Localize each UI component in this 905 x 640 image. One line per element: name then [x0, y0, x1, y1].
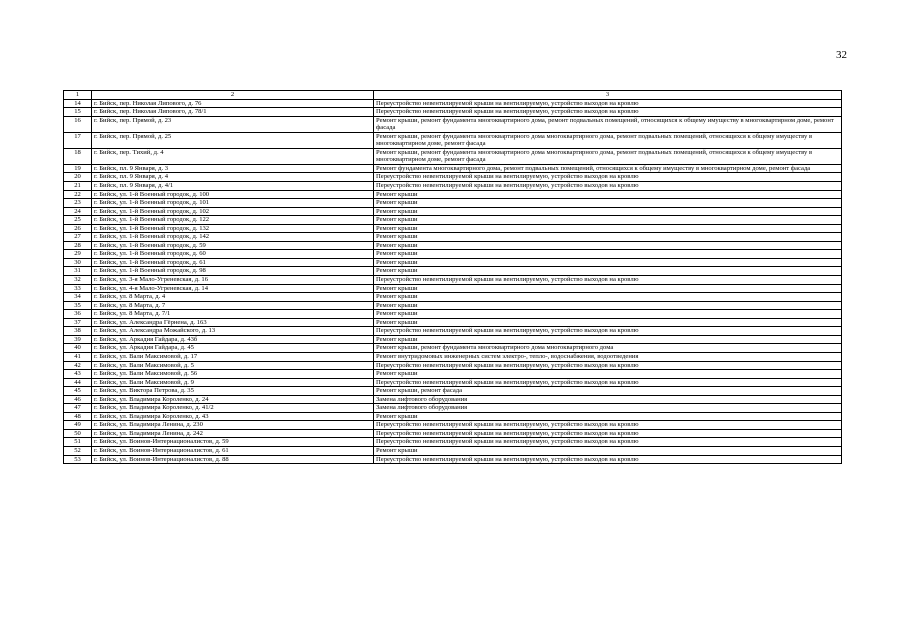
row-address: г. Бийск, ул. Виктора Петрова, д. 35: [92, 387, 374, 396]
row-work: Переустройство невентилируемой крыши на вентилируемую, устройство выходов на кровлю: [374, 421, 842, 430]
table-row: [64, 224, 842, 233]
row-number: 40: [64, 344, 92, 353]
table-row: [64, 241, 842, 250]
table-row: [64, 99, 842, 108]
row-address: г. Бийск, ул. 8 Марта, д. 7: [92, 301, 374, 310]
row-address: г. Бийск, ул. Аркадия Гайдара, д. 43б: [92, 335, 374, 344]
table-row: [64, 190, 842, 199]
row-work: Переустройство невентилируемой крыши на вентилируемую, устройство выходов на кровлю: [374, 361, 842, 370]
row-address: г. Бийск, пер. Прямой, д. 23: [92, 116, 374, 132]
row-address: г. Бийск, пл. 9 Января, д. 3: [92, 164, 374, 173]
row-number: 43: [64, 370, 92, 379]
row-work: Ремонт крыши, ремонт фундамента многоквартирного дома, ремонт подвальных помещений, относящихся к общему имуществу в многоквартирном доме, ремонт фасада: [374, 116, 842, 132]
row-number: 14: [64, 99, 92, 108]
row-work: Ремонт крыши: [374, 241, 842, 250]
row-address: г. Бийск, ул. 1-й Военный городок, д. 132: [92, 224, 374, 233]
repair-table: [63, 90, 842, 464]
row-work: Ремонт крыши: [374, 284, 842, 293]
table-row: [64, 116, 842, 132]
row-work: Переустройство невентилируемой крыши на вентилируемую, устройство выходов на кровлю: [374, 99, 842, 108]
row-work: Ремонт крыши: [374, 216, 842, 225]
row-number: 21: [64, 182, 92, 191]
row-address: г. Бийск, ул. 1-й Военный городок, д. 100: [92, 190, 374, 199]
table-row: [64, 446, 842, 455]
row-address: г. Бийск, ул. 4-я Мало-Угреневская, д. 14: [92, 284, 374, 293]
row-work: Ремонт крыши: [374, 412, 842, 421]
table-row: [64, 284, 842, 293]
table-row: [64, 404, 842, 413]
row-work: Переустройство невентилируемой крыши на вентилируемую, устройство выходов на кровлю: [374, 438, 842, 447]
row-address: г. Бийск, пер. Прямой, д. 25: [92, 132, 374, 148]
row-work: Ремонт крыши: [374, 207, 842, 216]
row-number: 16: [64, 116, 92, 132]
row-address: г. Бийск, ул. 1-й Военный городок, д. 60: [92, 250, 374, 259]
table-row: [64, 199, 842, 208]
table-row: [64, 335, 842, 344]
row-number: 28: [64, 241, 92, 250]
row-work: Ремонт крыши: [374, 224, 842, 233]
row-number: 51: [64, 438, 92, 447]
row-address: г. Бийск, пер. Николая Липового, д. 76: [92, 99, 374, 108]
row-work: Переустройство невентилируемой крыши на вентилируемую, устройство выходов на кровлю: [374, 429, 842, 438]
row-address: г. Бийск, ул. 1-й Военный городок, д. 61: [92, 258, 374, 267]
table-row: [64, 276, 842, 285]
table-row: [64, 429, 842, 438]
row-work: Ремонт крыши, ремонт фундамента многоквартирного дома многоквартирного дома, ремонт подвальных помещений, относящихся к общему имуществу в многоквартирном доме, ремонт фасада: [374, 148, 842, 164]
row-number: 27: [64, 233, 92, 242]
row-address: г. Бийск, ул. 1-й Военный городок, д. 59: [92, 241, 374, 250]
table-row: [64, 233, 842, 242]
table-row: [64, 387, 842, 396]
table-row: [64, 258, 842, 267]
table-row: [64, 344, 842, 353]
table-row: [64, 132, 842, 148]
table-row: [64, 318, 842, 327]
table-row: [64, 267, 842, 276]
row-number: 37: [64, 318, 92, 327]
row-work: Ремонт крыши: [374, 267, 842, 276]
table-row: [64, 216, 842, 225]
row-address: г. Бийск, ул. Вали Максимовой, д. 9: [92, 378, 374, 387]
row-work: Ремонт крыши: [374, 190, 842, 199]
row-number: 46: [64, 395, 92, 404]
row-address: г. Бийск, ул. 8 Марта, д. 4: [92, 293, 374, 302]
row-work: Переустройство невентилируемой крыши на вентилируемую, устройство выходов на кровлю: [374, 455, 842, 464]
row-number: 30: [64, 258, 92, 267]
row-address: г. Бийск, ул. Владимира Короленко, д. 43: [92, 412, 374, 421]
row-number: 45: [64, 387, 92, 396]
row-address: г. Бийск, ул. Воинов-Интернационалистов, д. 88: [92, 455, 374, 464]
row-number: 20: [64, 173, 92, 182]
row-work: Переустройство невентилируемой крыши на вентилируемую, устройство выходов на кровлю: [374, 327, 842, 336]
row-number: 42: [64, 361, 92, 370]
table-row: [64, 250, 842, 259]
row-address: г. Бийск, ул. 1-й Военный городок, д. 102: [92, 207, 374, 216]
row-address: г. Бийск, ул. Аркадия Гайдара, д. 45: [92, 344, 374, 353]
row-work: Ремонт крыши: [374, 301, 842, 310]
table-row: [64, 293, 842, 302]
row-address: г. Бийск, ул. Воинов-Интернационалистов, д. 61: [92, 446, 374, 455]
row-work: Ремонт внутридомовых инженерных систем электро-, тепло-, водоснабжения, водоотведения: [374, 352, 842, 361]
header-cell-address: 2: [92, 91, 374, 100]
row-number: 31: [64, 267, 92, 276]
row-address: г. Бийск, ул. Вали Максимовой, д. 5: [92, 361, 374, 370]
row-work: Переустройство невентилируемой крыши на вентилируемую, устройство выходов на кровлю: [374, 182, 842, 191]
row-work: Переустройство невентилируемой крыши на вентилируемую, устройство выходов на кровлю: [374, 378, 842, 387]
row-number: 15: [64, 108, 92, 117]
row-address: г. Бийск, ул. Владимира Короленко, д. 41/2: [92, 404, 374, 413]
row-address: г. Бийск, пл. 9 Января, д. 4: [92, 173, 374, 182]
row-address: г. Бийск, ул. Владимира Короленко, д. 24: [92, 395, 374, 404]
row-address: г. Бийск, ул. 8 Марта, д. 7/1: [92, 310, 374, 319]
table-row: [64, 395, 842, 404]
row-address: г. Бийск, ул. 1-й Военный городок, д. 98: [92, 267, 374, 276]
row-work: Замена лифтового оборудования: [374, 404, 842, 413]
row-number: 26: [64, 224, 92, 233]
row-number: 52: [64, 446, 92, 455]
row-work: Переустройство невентилируемой крыши на вентилируемую, устройство выходов на кровлю: [374, 173, 842, 182]
row-work: Переустройство невентилируемой крыши на вентилируемую, устройство выходов на кровлю: [374, 108, 842, 117]
table-row: [64, 370, 842, 379]
row-number: 36: [64, 310, 92, 319]
row-address: г. Бийск, ул. Александра Можайского, д. 13: [92, 327, 374, 336]
row-work: Ремонт крыши: [374, 199, 842, 208]
row-address: г. Бийск, пер. Николая Липового, д. 78/1: [92, 108, 374, 117]
table-row: [64, 412, 842, 421]
table-row: [64, 182, 842, 191]
row-work: Ремонт крыши: [374, 293, 842, 302]
row-number: 41: [64, 352, 92, 361]
row-work: Ремонт крыши: [374, 318, 842, 327]
row-address: г. Бийск, ул. 1-й Военный городок, д. 122: [92, 216, 374, 225]
table-row: [64, 361, 842, 370]
table-row: [64, 421, 842, 430]
row-number: 32: [64, 276, 92, 285]
row-number: 34: [64, 293, 92, 302]
row-number: 44: [64, 378, 92, 387]
row-work: Ремонт фундамента многоквартирного дома, ремонт подвальных помещений, относящихся к общему имуществу в многоквартирном доме, ремонт фасада: [374, 164, 842, 173]
row-work: Ремонт крыши: [374, 446, 842, 455]
page-number: 32: [836, 49, 847, 61]
row-number: 17: [64, 132, 92, 148]
table-row: [64, 207, 842, 216]
row-number: 29: [64, 250, 92, 259]
row-work: Ремонт крыши: [374, 335, 842, 344]
row-number: 33: [64, 284, 92, 293]
row-number: 24: [64, 207, 92, 216]
row-address: г. Бийск, ул. Вали Максимовой, д. 56: [92, 370, 374, 379]
row-number: 22: [64, 190, 92, 199]
row-address: г. Бийск, ул. 1-й Военный городок, д. 142: [92, 233, 374, 242]
table-row: [64, 352, 842, 361]
row-work: Ремонт крыши, ремонт фундамента многоквартирного дома многоквартирного дома: [374, 344, 842, 353]
row-address: г. Бийск, пер. Тихий, д. 4: [92, 148, 374, 164]
row-work: Ремонт крыши: [374, 250, 842, 259]
row-number: 49: [64, 421, 92, 430]
table-header-row: [64, 91, 842, 100]
table-row: [64, 108, 842, 117]
row-number: 38: [64, 327, 92, 336]
header-cell-number: 1: [64, 91, 92, 100]
row-number: 47: [64, 404, 92, 413]
table-row: [64, 438, 842, 447]
row-work: Переустройство невентилируемой крыши на вентилируемую, устройство выходов на кровлю: [374, 276, 842, 285]
row-address: г. Бийск, ул. Александра Гёрнена, д. 163: [92, 318, 374, 327]
row-address: г. Бийск, ул. Владимира Ленина, д. 230: [92, 421, 374, 430]
row-work: Замена лифтового оборудования: [374, 395, 842, 404]
row-work: Ремонт крыши: [374, 370, 842, 379]
table-row: [64, 455, 842, 464]
table-row: [64, 310, 842, 319]
row-number: 50: [64, 429, 92, 438]
row-number: 25: [64, 216, 92, 225]
table-row: [64, 301, 842, 310]
table-row: [64, 173, 842, 182]
table-row: [64, 327, 842, 336]
row-work: Ремонт крыши, ремонт фасада: [374, 387, 842, 396]
row-address: г. Бийск, ул. 1-й Военный городок, д. 101: [92, 199, 374, 208]
row-address: г. Бийск, ул. Воинов-Интернационалистов, д. 59: [92, 438, 374, 447]
row-address: г. Бийск, ул. Владимира Ленина, д. 242: [92, 429, 374, 438]
header-cell-work: 3: [374, 91, 842, 100]
row-work: Ремонт крыши: [374, 233, 842, 242]
row-number: 48: [64, 412, 92, 421]
row-work: Ремонт крыши: [374, 310, 842, 319]
row-address: г. Бийск, пл. 9 Января, д. 4/1: [92, 182, 374, 191]
row-number: 35: [64, 301, 92, 310]
row-number: 53: [64, 455, 92, 464]
row-number: 19: [64, 164, 92, 173]
row-work: Ремонт крыши: [374, 258, 842, 267]
row-work: Ремонт крыши, ремонт фундамента многоквартирного дома многоквартирного дома, ремонт подвальных помещений, относящихся к общему имуществу в многоквартирном доме, ремонт фасада: [374, 132, 842, 148]
row-address: г. Бийск, ул. 3-я Мало-Угреневская, д. 16: [92, 276, 374, 285]
row-number: 18: [64, 148, 92, 164]
row-number: 23: [64, 199, 92, 208]
table-row: [64, 378, 842, 387]
row-address: г. Бийск, ул. Вали Максимовой, д. 17: [92, 352, 374, 361]
table-row: [64, 164, 842, 173]
row-number: 39: [64, 335, 92, 344]
table-row: [64, 148, 842, 164]
